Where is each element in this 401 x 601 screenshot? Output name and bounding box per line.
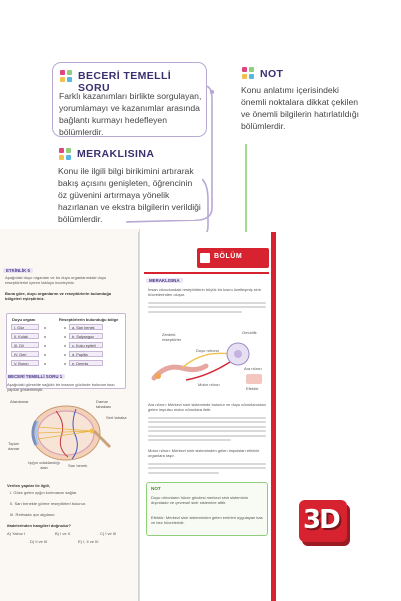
organ-row: V. Burun — [11, 360, 39, 366]
region-row: b. Salyangoz — [69, 333, 103, 339]
fig-label-motor-noron: Motor nöron — [198, 382, 220, 387]
meraklisina-callout — [52, 142, 202, 224]
region-row: a. Sarı benek — [69, 324, 103, 330]
bolum-header — [197, 248, 269, 268]
meraklisina-label: MERAKLISINA — [146, 278, 183, 283]
organ-row: IV. Deri — [11, 351, 39, 357]
choice-d: D) II ve III — [30, 539, 48, 544]
not-box-text: Duyu nöronların hücre gövdesi merkezi sinir sisteminin dışındadır ve çevresel sinir sistemine aittir. — [151, 495, 248, 506]
not-text: Konu anlatımı içerisindeki önemli noktalara dikkat çekilen ve önemli bilgilerin hatırlatıldığı bölümlerdir. — [241, 85, 359, 131]
label-toplar-damar: Toplar damar — [8, 441, 20, 452]
statement-3: III. Retinada ışın algılanır. — [10, 512, 56, 517]
choice-c: C) I ve III — [100, 531, 117, 536]
meraklisina-icon — [59, 148, 72, 161]
table-header-right: Reseptörlerin bulunduğu bölge — [59, 317, 119, 322]
fig-label-duyu-noronu: Duyu nöronu — [196, 348, 219, 353]
book-left-page — [0, 229, 140, 601]
beceri-soru-text: Aşağıdaki görselde sağlıklı bir insanın gözünde bulunan bazı yapılar gösterilmiştir. — [7, 382, 115, 393]
fig-label-reseptor: Zerdeki reseptörler — [162, 332, 182, 343]
3d-badge-label: 3D — [303, 505, 339, 535]
motor-noron-text: Motor nöron: Merkezi sinir sisteminden gelen impulsları efektör organlara taşır. — [148, 448, 260, 459]
beceri-title: BECERİ TEMELLİ SORU — [78, 70, 172, 94]
etkinlik-label: ETKİNLİK 5 — [3, 268, 33, 273]
statement-2: II. Sarı benekte görme reseptörleri bulunur. — [10, 501, 87, 506]
question-text: Verilen yapılar ile ilgili, — [7, 483, 50, 488]
etkinlik-text: Aşağıdaki duyu organları ve bu duyu organlarındaki duyu reseptörlerini içeren tabloyu inceleyiniz. — [5, 275, 107, 286]
organ-row: III. Dil — [11, 342, 39, 348]
region-row: e. Dermis — [69, 360, 103, 366]
bolum-label: BÖLÜM — [214, 253, 243, 260]
choice-b: B) I ve II — [55, 531, 70, 536]
table-header-left: Duyu organı — [12, 317, 36, 322]
meraklisina-title: MERAKLISINA — [77, 148, 155, 160]
reflex-arc-figure — [146, 324, 268, 396]
efektor-text: Efektör: Merkezi sinir sisteminden gelen emirleri uygulayan kas ve bez hücreleridir. — [151, 515, 263, 526]
book-right-page — [140, 232, 271, 601]
beceri-callout — [52, 62, 207, 137]
not-callout — [235, 64, 359, 144]
not-title: NOT — [260, 68, 284, 80]
choice-e: E) I, II ve III — [78, 539, 99, 544]
region-row: c. Koku epiteli — [69, 342, 103, 348]
etkinlik-instruction: Buna göre, duyu organlarını ve reseptörlerin bulunduğu bölgeleri eşleştiriniz. — [5, 291, 112, 302]
question-ask: ifadelerinden hangileri doğrudur? — [7, 523, 72, 528]
not-box — [146, 482, 268, 536]
not-box-label: NOT — [151, 486, 161, 491]
fig-label-efektor: Efektör — [246, 386, 259, 391]
statement-1: I. Göze gelen ışığın kırılmasını sağlar. — [10, 490, 78, 495]
region-row: d. Papilla — [69, 351, 103, 357]
choice-a: A) Yalnız I — [7, 531, 26, 536]
beceri-icon — [60, 70, 73, 83]
label-damar-tabakasi: Damar tabakası — [96, 399, 112, 410]
meraklisina-text: Konu ile ilgili bilgi birikimini artırarak bakış açısını genişleten, öğrencinin öz güvenini artırmaya yönelik hazırlanan ve ekstra bilgilerin verildiği bölümlerdir. — [58, 166, 201, 224]
not-icon — [242, 67, 255, 80]
organ-row: II. Kulak — [11, 333, 39, 339]
fig-label-omurilik: Omurilik — [242, 330, 257, 335]
organ-row: I. Göz — [11, 324, 39, 330]
beceri-text: Farklı kazanımları birlikte sorgulayan, yorumlamayı ve kazanımlar arasında bağlantı kurmayı hedefleyen bölümlerdir. — [59, 91, 202, 137]
fig-label-ara-noron: Ara nöron — [244, 366, 262, 371]
ara-noron-text: Ara nöron: Merkezi sinir sisteminde bulunur ve duyu nöronlarından gelen impulsu motor nöronlara iletir. — [148, 402, 266, 413]
page-red-edge — [271, 232, 276, 601]
label-isik-alani: Işığın odaklandığı alan — [28, 460, 60, 471]
label-atardamar: Atardamar — [10, 399, 29, 404]
3d-badge — [296, 496, 354, 552]
meraklisina-page-text: İnsan vücudundaki reseptörlerin büyük bir kısmı özelleşmiş sinir hücrelerinden oluşur. — [148, 287, 261, 298]
label-sari-benek: Sarı benek — [68, 463, 88, 468]
label-sert-tabaka: Sert tabaka — [106, 415, 127, 420]
bolum-icon — [200, 253, 210, 263]
eye-diagram — [6, 397, 128, 475]
beceri-soru-label: BECERİ TEMELLİ SORU 1 — [5, 374, 65, 379]
